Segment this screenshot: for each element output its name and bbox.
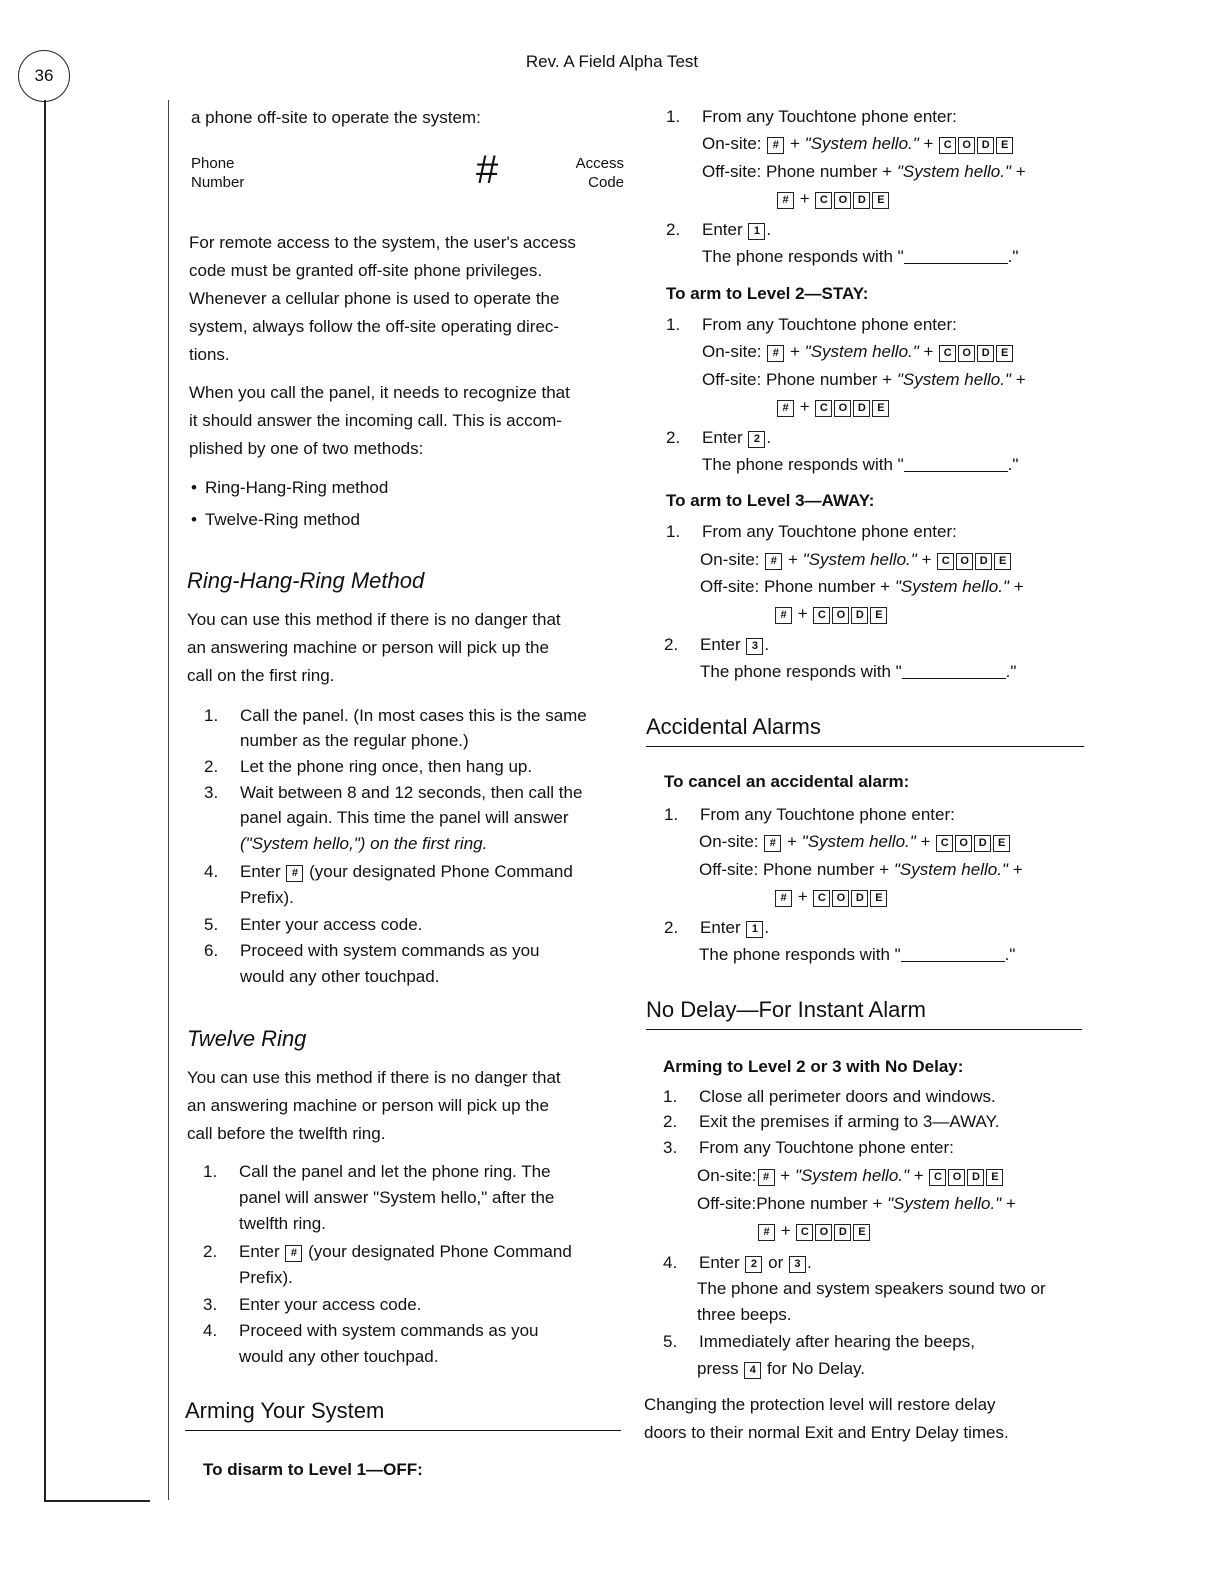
c-key-icon: C bbox=[815, 192, 832, 209]
list-item: 1. From any Touchtone phone enter: bbox=[666, 107, 957, 126]
hash-key-icon: # bbox=[758, 1224, 775, 1241]
bullet-item: • Ring-Hang-Ring method bbox=[191, 478, 389, 497]
hash-key-icon: # bbox=[767, 345, 784, 362]
o-key-icon: O bbox=[955, 835, 972, 852]
offsite-line: Off-site: Phone number + "System hello." + bbox=[699, 860, 1023, 879]
subheading: To arm to Level 3—AWAY: bbox=[666, 491, 875, 510]
response-line: The phone responds with " ." bbox=[702, 247, 1019, 266]
e-key-icon: E bbox=[993, 835, 1010, 852]
hash-key-icon: # bbox=[775, 890, 792, 907]
hash-key-icon: # bbox=[777, 400, 794, 417]
blank-line bbox=[904, 247, 1008, 264]
blank-line bbox=[902, 662, 1006, 679]
d-key-icon: D bbox=[977, 137, 994, 154]
offsite-keys: # + C O D E bbox=[757, 1218, 871, 1244]
offsite-line: Off-site: Phone number + "System hello." + bbox=[702, 370, 1026, 389]
list-item: 4. Enter 2 or 3 . bbox=[663, 1253, 812, 1272]
o-key-icon: O bbox=[815, 1224, 832, 1241]
list-item: 2. Enter # (your designated Phone Command bbox=[203, 1242, 572, 1261]
e-key-icon: E bbox=[853, 1224, 870, 1241]
response-line: The phone responds with " ." bbox=[700, 662, 1017, 681]
list-item: 2. Enter 3 . bbox=[664, 635, 770, 654]
list-item: 3. Wait between 8 and 12 seconds, then call the bbox=[204, 783, 583, 802]
closing-paragraph: Changing the protection level will restore delay doors to their normal Exit and Entry Delay times. bbox=[644, 1395, 1009, 1442]
column-rule bbox=[168, 100, 169, 1500]
list-item-cont: panel again. This time the panel will answer bbox=[240, 808, 569, 827]
o-key-icon: O bbox=[948, 1169, 965, 1186]
blank-line bbox=[904, 455, 1008, 472]
d-key-icon: D bbox=[851, 890, 868, 907]
o-key-icon: O bbox=[832, 607, 849, 624]
subheading: To arm to Level 2—STAY: bbox=[666, 284, 869, 303]
o-key-icon: O bbox=[834, 192, 851, 209]
list-item-cont: panel will answer "System hello," after the bbox=[239, 1188, 555, 1207]
list-item-cont: would any other touchpad. bbox=[240, 967, 440, 986]
section-heading: Arming Your System bbox=[185, 1396, 621, 1431]
response-line: The phone responds with " ." bbox=[699, 945, 1016, 964]
d-key-icon: D bbox=[977, 345, 994, 362]
c-key-icon: C bbox=[937, 553, 954, 570]
twelve-ring-paragraph: You can use this method if there is no danger that an answering machine or person will pick up the call before the twelfth ring. bbox=[187, 1068, 561, 1143]
page-number: 36 bbox=[18, 50, 70, 102]
onsite-line: On-site: # + "System hello." + C O D E bbox=[702, 131, 1014, 157]
list-item-cont: The phone and system speakers sound two or bbox=[697, 1279, 1046, 1298]
o-key-icon: O bbox=[832, 890, 849, 907]
list-item-cont: ("System hello,") on the first ring. bbox=[240, 834, 488, 853]
e-key-icon: E bbox=[996, 137, 1013, 154]
o-key-icon: O bbox=[834, 400, 851, 417]
list-item-cont: Prefix). bbox=[240, 888, 294, 907]
list-item: 2. Let the phone ring once, then hang up. bbox=[204, 757, 533, 776]
offsite-line: Off-site: Phone number + "System hello." + bbox=[700, 577, 1024, 596]
list-item: 6. Proceed with system commands as you bbox=[204, 941, 540, 960]
hash-key-icon: # bbox=[767, 137, 784, 154]
margin-rule bbox=[44, 100, 46, 1500]
subheading: To disarm to Level 1—OFF: bbox=[203, 1460, 423, 1479]
one-key-icon: 1 bbox=[746, 921, 763, 938]
bullet-item: • Twelve-Ring method bbox=[191, 510, 360, 529]
hash-key-icon: # bbox=[285, 1245, 302, 1262]
remote-access-paragraph: For remote access to the system, the user's access code must be granted off-site phone privileges. Whenever a cellular phone is used to operate the system, always follow the off-site operating direc- tions. bbox=[189, 233, 576, 364]
onsite-line: On-site: # + "System hello." + C O D E bbox=[700, 547, 1012, 573]
three-key-icon: 3 bbox=[789, 1256, 806, 1273]
hash-key-icon: # bbox=[777, 192, 794, 209]
section-heading: Ring-Hang-Ring Method bbox=[187, 568, 425, 593]
list-item-cont: Prefix). bbox=[239, 1268, 293, 1287]
hash-key-icon: # bbox=[765, 553, 782, 570]
hash-key-icon: # bbox=[758, 1169, 775, 1186]
c-key-icon: C bbox=[796, 1224, 813, 1241]
c-key-icon: C bbox=[929, 1169, 946, 1186]
hash-key-icon: # bbox=[764, 835, 781, 852]
list-item-cont: would any other touchpad. bbox=[239, 1347, 439, 1366]
list-item: 1. From any Touchtone phone enter: bbox=[666, 522, 957, 541]
list-item-cont: number as the regular phone.) bbox=[240, 731, 469, 750]
e-key-icon: E bbox=[986, 1169, 1003, 1186]
section-heading: Accidental Alarms bbox=[646, 712, 1084, 747]
c-key-icon: C bbox=[815, 400, 832, 417]
section-heading: Twelve Ring bbox=[187, 1026, 307, 1051]
e-key-icon: E bbox=[870, 607, 887, 624]
hash-key-icon: # bbox=[286, 865, 303, 882]
e-key-icon: E bbox=[996, 345, 1013, 362]
blank-line bbox=[901, 945, 1005, 962]
onsite-line: On-site: # + "System hello." + C O D E bbox=[702, 339, 1014, 365]
two-key-icon: 2 bbox=[745, 1256, 762, 1273]
o-key-icon: O bbox=[958, 137, 975, 154]
subheading: Arming to Level 2 or 3 with No Delay: bbox=[663, 1057, 964, 1076]
four-key-icon: 4 bbox=[744, 1362, 761, 1379]
c-key-icon: C bbox=[813, 890, 830, 907]
d-key-icon: D bbox=[834, 1224, 851, 1241]
list-item-cont: press 4 for No Delay. bbox=[697, 1359, 865, 1378]
list-item: 1. Call the panel. (In most cases this is the same bbox=[204, 706, 587, 725]
list-item: 2. Exit the premises if arming to 3—AWAY. bbox=[663, 1112, 1000, 1131]
onsite-line: On-site: # + "System hello." + C O D E bbox=[697, 1163, 1004, 1189]
phone-number-label: Phone Number bbox=[191, 155, 245, 191]
rhr-paragraph: You can use this method if there is no danger that an answering machine or person will pick up the call on the first ring. bbox=[187, 610, 561, 685]
offsite-line: Off-site:Phone number + "System hello." + bbox=[697, 1194, 1016, 1213]
list-item: 1. From any Touchtone phone enter: bbox=[666, 315, 957, 334]
section-heading: No Delay—For Instant Alarm bbox=[646, 995, 1082, 1030]
offsite-keys: # + C O D E bbox=[776, 394, 890, 420]
hash-key-icon: # bbox=[775, 607, 792, 624]
list-item-cont: twelfth ring. bbox=[239, 1214, 326, 1233]
list-item: 3. From any Touchtone phone enter: bbox=[663, 1138, 954, 1157]
subheading: To cancel an accidental alarm: bbox=[664, 772, 910, 791]
recognize-paragraph: When you call the panel, it needs to recognize that it should answer the incoming call. This is accom- plished by one of two methods: bbox=[189, 383, 570, 458]
list-item: 2. Enter 2 . bbox=[666, 428, 772, 447]
c-key-icon: C bbox=[936, 835, 953, 852]
list-item: 3. Enter your access code. bbox=[203, 1295, 422, 1314]
access-code-label: Access Code bbox=[575, 155, 624, 191]
d-key-icon: D bbox=[853, 400, 870, 417]
e-key-icon: E bbox=[870, 890, 887, 907]
c-key-icon: C bbox=[939, 345, 956, 362]
list-item: 2. Enter 1 . bbox=[666, 220, 772, 239]
offsite-keys: # + C O D E bbox=[774, 884, 888, 910]
running-header: Rev. A Field Alpha Test bbox=[525, 52, 699, 71]
three-key-icon: 3 bbox=[746, 638, 763, 655]
e-key-icon: E bbox=[994, 553, 1011, 570]
two-key-icon: 2 bbox=[748, 431, 765, 448]
list-item: 1. From any Touchtone phone enter: bbox=[664, 805, 955, 824]
c-key-icon: C bbox=[813, 607, 830, 624]
d-key-icon: D bbox=[974, 835, 991, 852]
d-key-icon: D bbox=[851, 607, 868, 624]
d-key-icon: D bbox=[967, 1169, 984, 1186]
o-key-icon: O bbox=[958, 345, 975, 362]
list-item: 4. Proceed with system commands as you bbox=[203, 1321, 539, 1340]
offsite-line: Off-site: Phone number + "System hello." + bbox=[702, 162, 1026, 181]
list-item: 2. Enter 1 . bbox=[664, 918, 770, 937]
e-key-icon: E bbox=[872, 400, 889, 417]
list-item-cont: three beeps. bbox=[697, 1305, 792, 1324]
d-key-icon: D bbox=[975, 553, 992, 570]
o-key-icon: O bbox=[956, 553, 973, 570]
list-item: 5. Immediately after hearing the beeps, bbox=[663, 1332, 975, 1351]
response-line: The phone responds with " ." bbox=[702, 455, 1019, 474]
d-key-icon: D bbox=[853, 192, 870, 209]
onsite-line: On-site: # + "System hello." + C O D E bbox=[699, 829, 1011, 855]
list-item: 1. Close all perimeter doors and windows. bbox=[663, 1087, 996, 1106]
hash-symbol: # bbox=[476, 148, 499, 192]
offsite-keys: # + C O D E bbox=[776, 186, 890, 212]
one-key-icon: 1 bbox=[748, 223, 765, 240]
footer-rule bbox=[44, 1500, 150, 1502]
c-key-icon: C bbox=[939, 137, 956, 154]
list-item: 1. Call the panel and let the phone ring. The bbox=[203, 1162, 551, 1181]
offsite-keys: # + C O D E bbox=[774, 601, 888, 627]
list-item: 5. Enter your access code. bbox=[204, 915, 423, 934]
intro-text: a phone off-site to operate the system: bbox=[191, 108, 481, 127]
e-key-icon: E bbox=[872, 192, 889, 209]
list-item: 4. Enter # (your designated Phone Command bbox=[204, 862, 573, 881]
